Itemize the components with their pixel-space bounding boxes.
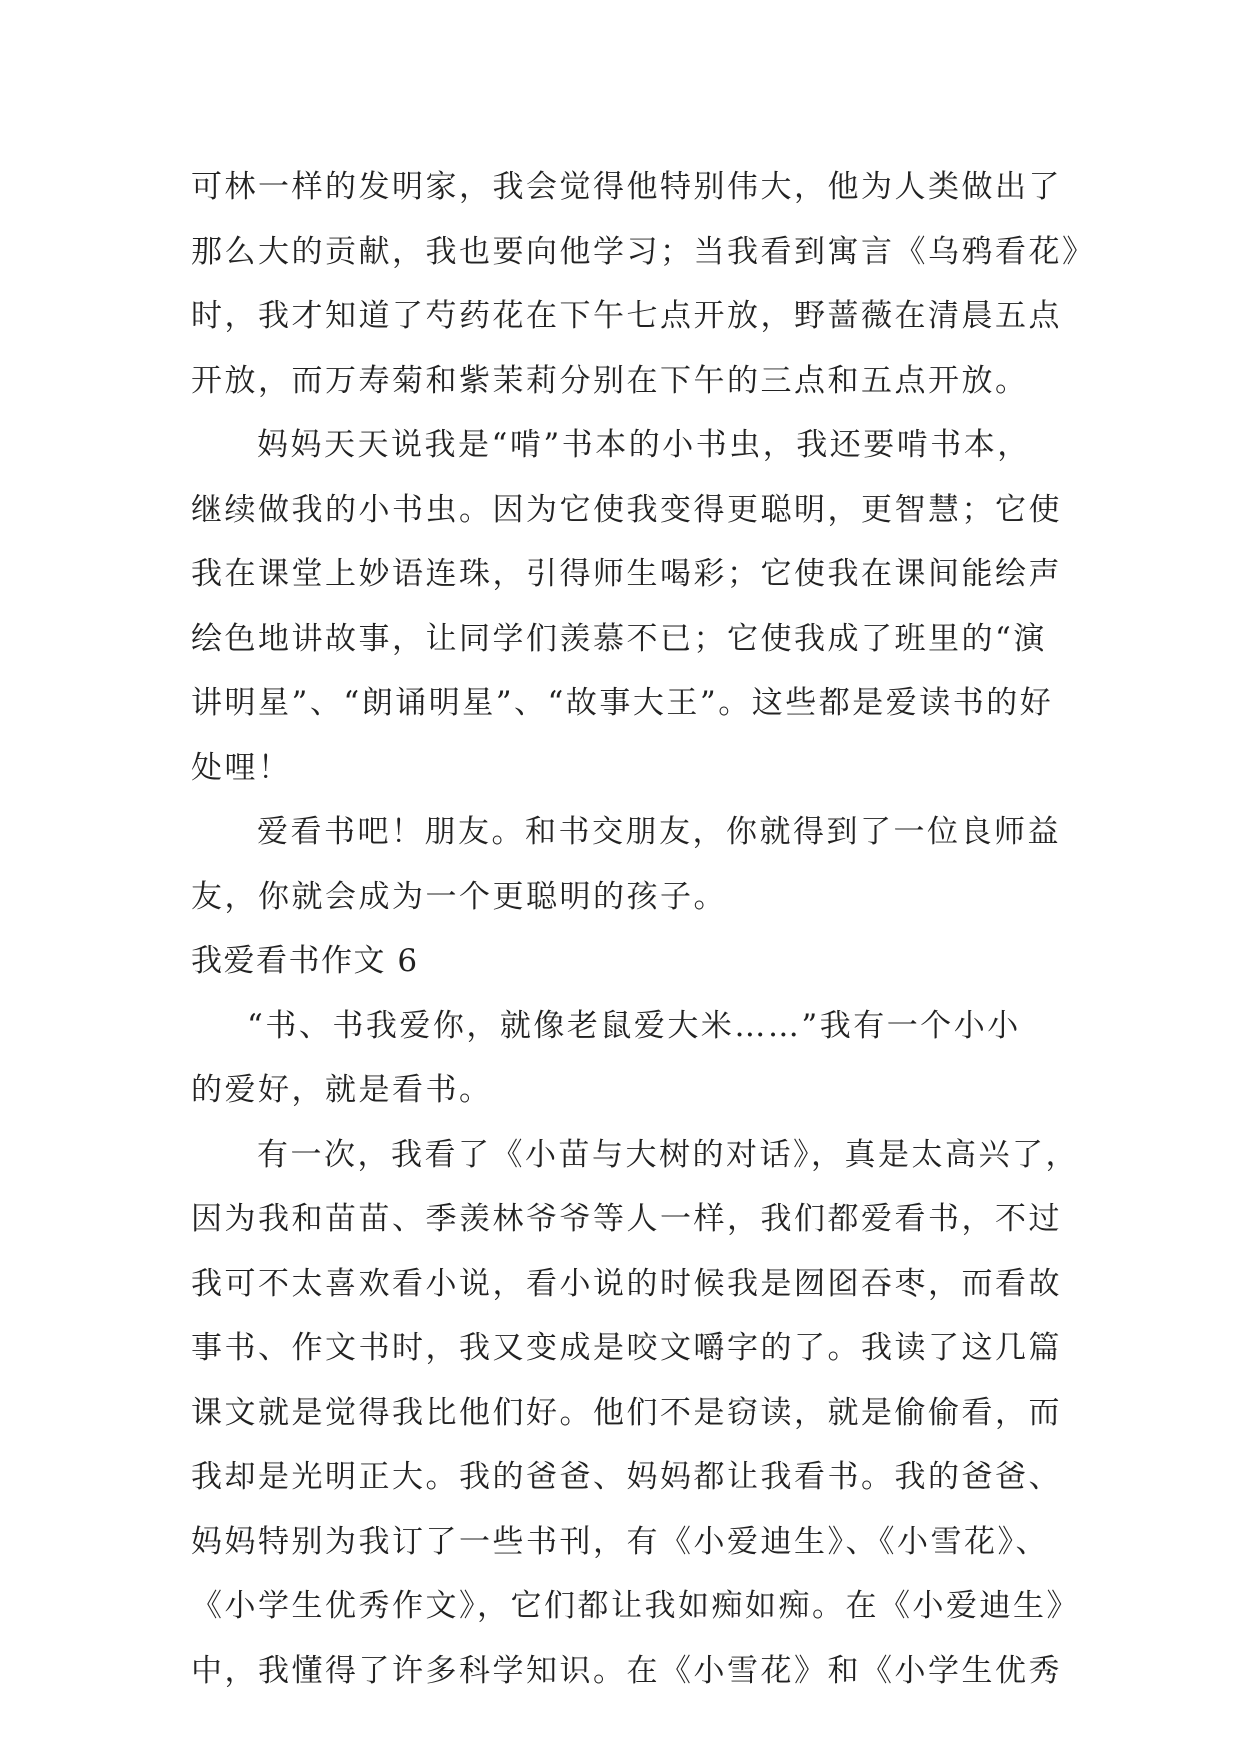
advice-paragraph [191, 800, 1061, 929]
text-line: 继续做我的小书虫。因为它使我变得更聪明，更智慧；它使 [191, 491, 1062, 528]
text-line: 讲明星”、“朗诵明星”、“故事大王”。这些都是爱读书的好 [191, 685, 1054, 721]
text-line: 妈妈特别为我订了一些书刊，有《小爱迪生》、《小雪花》、 [191, 1523, 1049, 1560]
text-line: 友，你就会成为一个更聪明的孩子。 [191, 878, 727, 915]
text-line: 我却是光明正大。我的爸爸、妈妈都让我看书。我的爸爸、 [191, 1459, 1062, 1495]
document-body [191, 155, 1096, 1703]
text-line: 我可不太喜欢看小说，看小说的时候我是囫囵吞枣，而看故 [191, 1265, 1062, 1302]
song-paragraph [191, 994, 1051, 1123]
text-line: 有一次，我看了《小苗与大树的对话》，真是太高兴了， [257, 1136, 1079, 1173]
story-paragraph [191, 1123, 1080, 1704]
text-line: 绘色地讲故事，让同学们羡慕不已；它使我成了班里的“演 [191, 620, 1047, 657]
text-line: 因为我和苗苗、季羡林爷爷等人一样，我们都爱看书，不过 [191, 1201, 1062, 1237]
text-line: 处哩！ [191, 749, 292, 786]
text-line: 时，我才知道了芍药花在下午七点开放，野蔷薇在清晨五点 [191, 298, 1062, 334]
text-line: 的爱好，就是看书。 [191, 1072, 493, 1108]
text-line: 妈妈天天说我是“啃”书本的小书虫，我还要啃书本， [257, 427, 1031, 463]
text-line: 中，我懂得了许多科学知识。在《小雪花》和《小学生优秀 [191, 1652, 1062, 1689]
text-line: “书、书我爱你，就像老鼠爱大米……”我有一个小小 [247, 1007, 1021, 1044]
text-line: 《小学生优秀作文》，它们都让我如痴如痴。在《小爱迪生》 [191, 1588, 1080, 1624]
text-line: 可林一样的发明家，我会觉得他特别伟大，他为人类做出了 [191, 169, 1062, 205]
bookworm-paragraph [191, 413, 1062, 800]
text-line: 那么大的贡献，我也要向他学习；当我看到寓言《乌鸦看花》 [191, 233, 1096, 270]
text-line: 爱看书吧！朋友。和书交朋友，你就得到了一位良师益 [257, 814, 1061, 850]
text-line: 事书、作文书时，我又变成是咬文嚼字的了。我读了这几篇 [191, 1330, 1062, 1366]
text-line: 开放，而万寿菊和紫茉莉分别在下午的三点和五点开放。 [191, 362, 1029, 399]
text-line: 我在课堂上妙语连珠，引得师生喝彩；它使我在课间能绘声 [191, 556, 1062, 592]
continuation-paragraph [191, 155, 1096, 413]
text-line: 课文就是觉得我比他们好。他们不是窃读，就是偷偷看，而 [191, 1394, 1062, 1431]
essay-title: 我爱看书作文 6 [191, 943, 419, 979]
